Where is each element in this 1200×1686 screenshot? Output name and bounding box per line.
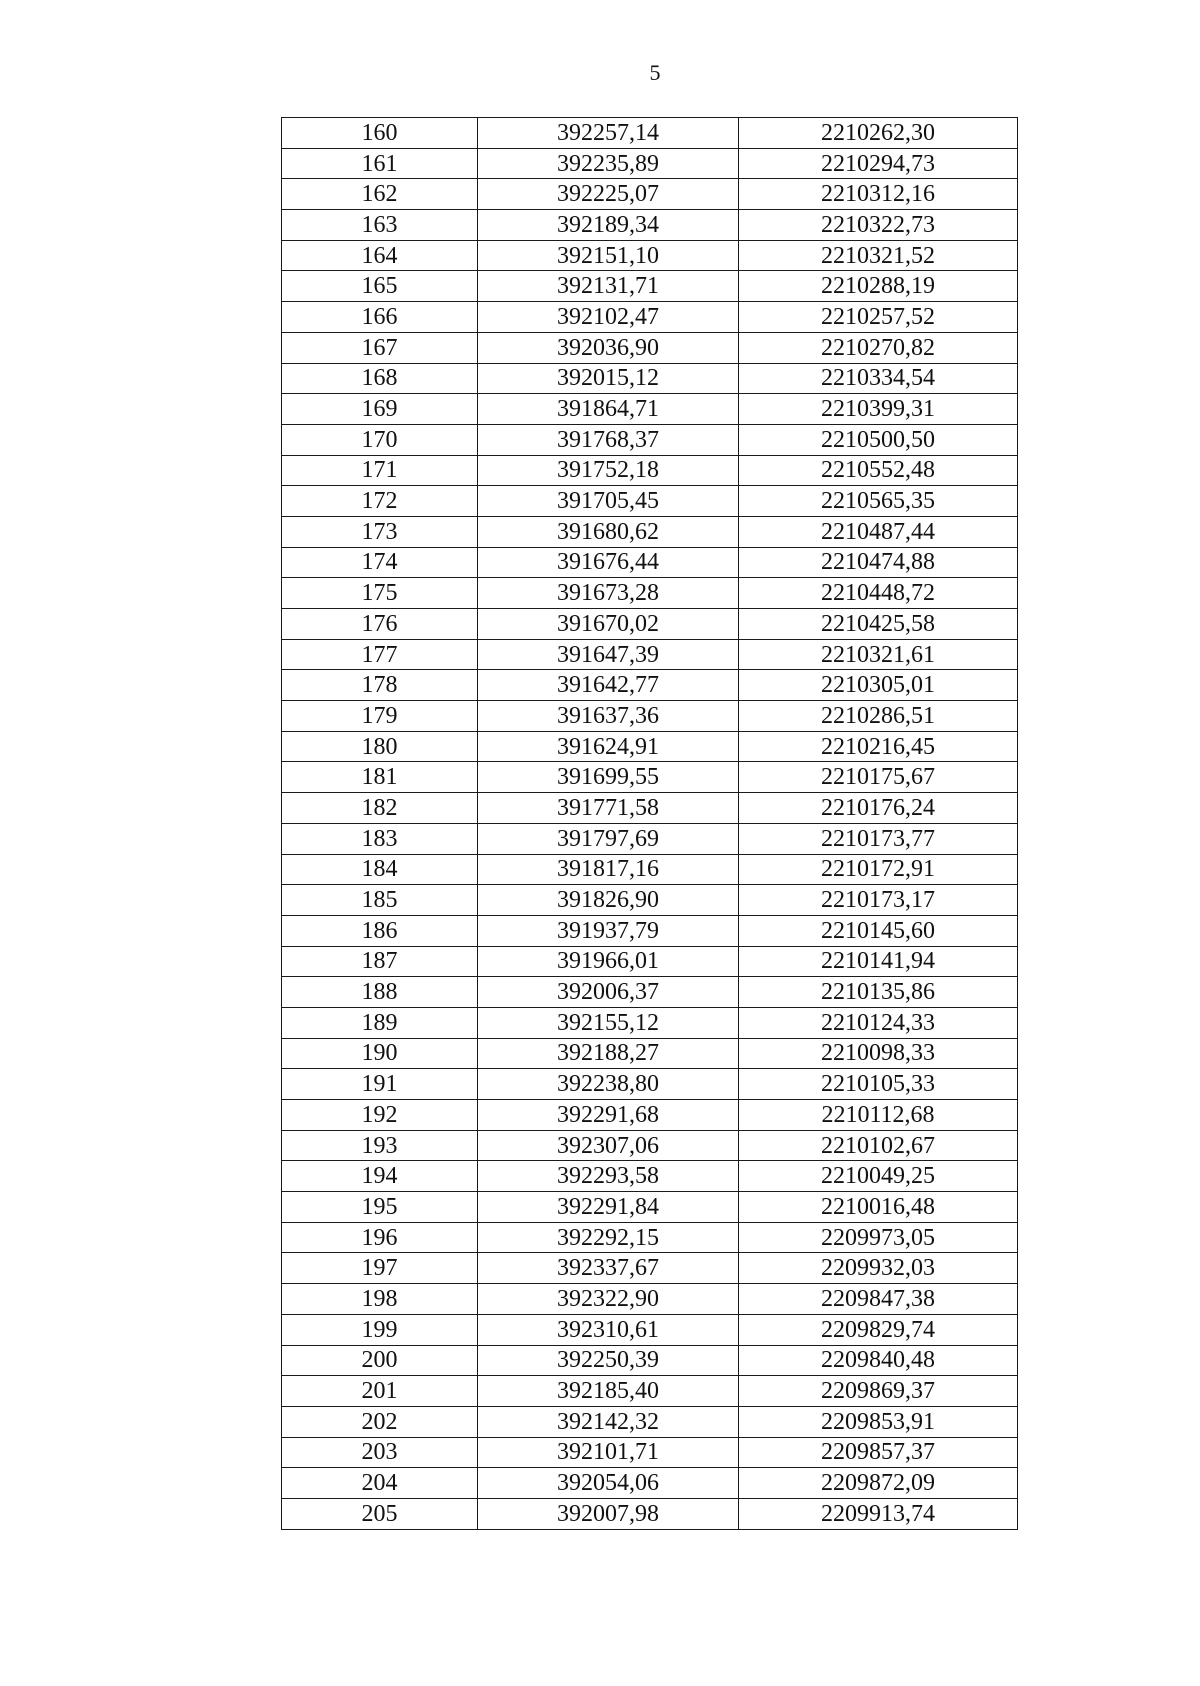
- y-coordinate-cell: 2210098,33: [739, 1038, 1018, 1069]
- point-number-cell: 197: [282, 1253, 478, 1284]
- table-row: [282, 915, 1018, 946]
- point-number-cell: 201: [282, 1376, 478, 1407]
- table-row: [282, 854, 1018, 885]
- point-number-cell: 173: [282, 516, 478, 547]
- x-coordinate-cell: 392101,71: [478, 1437, 739, 1468]
- x-coordinate-cell: 391676,44: [478, 547, 739, 578]
- x-coordinate-cell: 391670,02: [478, 609, 739, 640]
- table-row: [282, 701, 1018, 732]
- table-row: [282, 424, 1018, 455]
- point-number-cell: 161: [282, 148, 478, 179]
- point-number-cell: 202: [282, 1406, 478, 1437]
- table-row: [282, 516, 1018, 547]
- y-coordinate-cell: 2210312,16: [739, 179, 1018, 210]
- y-coordinate-cell: 2210135,86: [739, 977, 1018, 1008]
- y-coordinate-cell: 2210257,52: [739, 302, 1018, 333]
- table-row: [282, 823, 1018, 854]
- table-row: [282, 1161, 1018, 1192]
- y-coordinate-cell: 2210294,73: [739, 148, 1018, 179]
- table-row: [282, 946, 1018, 977]
- point-number-cell: 188: [282, 977, 478, 1008]
- x-coordinate-cell: 392238,80: [478, 1069, 739, 1100]
- coordinates-table-body: [282, 118, 1018, 1530]
- x-coordinate-cell: 392189,34: [478, 210, 739, 241]
- table-row: [282, 1192, 1018, 1223]
- point-number-cell: 177: [282, 639, 478, 670]
- table-row: [282, 271, 1018, 302]
- point-number-cell: 195: [282, 1192, 478, 1223]
- point-number-cell: 168: [282, 363, 478, 394]
- y-coordinate-cell: 2210334,54: [739, 363, 1018, 394]
- y-coordinate-cell: 2209857,37: [739, 1437, 1018, 1468]
- point-number-cell: 193: [282, 1130, 478, 1161]
- point-number-cell: 198: [282, 1284, 478, 1315]
- table-row: [282, 210, 1018, 241]
- point-number-cell: 194: [282, 1161, 478, 1192]
- x-coordinate-cell: 391642,77: [478, 670, 739, 701]
- y-coordinate-cell: 2209932,03: [739, 1253, 1018, 1284]
- table-row: [282, 1437, 1018, 1468]
- x-coordinate-cell: 392015,12: [478, 363, 739, 394]
- x-coordinate-cell: 392054,06: [478, 1468, 739, 1499]
- point-number-cell: 169: [282, 394, 478, 425]
- y-coordinate-cell: 2209869,37: [739, 1376, 1018, 1407]
- point-number-cell: 176: [282, 609, 478, 640]
- y-coordinate-cell: 2210105,33: [739, 1069, 1018, 1100]
- table-row: [282, 885, 1018, 916]
- point-number-cell: 180: [282, 731, 478, 762]
- point-number-cell: 183: [282, 823, 478, 854]
- table-row: [282, 1130, 1018, 1161]
- y-coordinate-cell: 2210175,67: [739, 762, 1018, 793]
- y-coordinate-cell: 2210448,72: [739, 578, 1018, 609]
- x-coordinate-cell: 391771,58: [478, 793, 739, 824]
- point-number-cell: 178: [282, 670, 478, 701]
- x-coordinate-cell: 392225,07: [478, 179, 739, 210]
- x-coordinate-cell: 391817,16: [478, 854, 739, 885]
- table-row: [282, 1038, 1018, 1069]
- table-row: [282, 1100, 1018, 1131]
- x-coordinate-cell: 392235,89: [478, 148, 739, 179]
- y-coordinate-cell: 2210102,67: [739, 1130, 1018, 1161]
- x-coordinate-cell: 392292,15: [478, 1222, 739, 1253]
- table-row: [282, 1498, 1018, 1529]
- table-row: [282, 793, 1018, 824]
- y-coordinate-cell: 2209853,91: [739, 1406, 1018, 1437]
- x-coordinate-cell: 392188,27: [478, 1038, 739, 1069]
- x-coordinate-cell: 391826,90: [478, 885, 739, 916]
- point-number-cell: 162: [282, 179, 478, 210]
- y-coordinate-cell: 2210112,68: [739, 1100, 1018, 1131]
- table-row: [282, 332, 1018, 363]
- page-number: 5: [649, 60, 661, 85]
- y-coordinate-cell: 2210552,48: [739, 455, 1018, 486]
- point-number-cell: 166: [282, 302, 478, 333]
- point-number-cell: 167: [282, 332, 478, 363]
- point-number-cell: 172: [282, 486, 478, 517]
- table-row: [282, 609, 1018, 640]
- point-number-cell: 175: [282, 578, 478, 609]
- y-coordinate-cell: 2210288,19: [739, 271, 1018, 302]
- y-coordinate-cell: 2209829,74: [739, 1314, 1018, 1345]
- point-number-cell: 182: [282, 793, 478, 824]
- y-coordinate-cell: 2209847,38: [739, 1284, 1018, 1315]
- x-coordinate-cell: 391864,71: [478, 394, 739, 425]
- x-coordinate-cell: 392322,90: [478, 1284, 739, 1315]
- point-number-cell: 203: [282, 1437, 478, 1468]
- x-coordinate-cell: 392155,12: [478, 1007, 739, 1038]
- y-coordinate-cell: 2210173,17: [739, 885, 1018, 916]
- table-row: [282, 670, 1018, 701]
- y-coordinate-cell: 2210124,33: [739, 1007, 1018, 1038]
- x-coordinate-cell: 391680,62: [478, 516, 739, 547]
- x-coordinate-cell: 392102,47: [478, 302, 739, 333]
- y-coordinate-cell: 2209840,48: [739, 1345, 1018, 1376]
- x-coordinate-cell: 391937,79: [478, 915, 739, 946]
- table-row: [282, 1314, 1018, 1345]
- table-row: [282, 455, 1018, 486]
- y-coordinate-cell: 2210322,73: [739, 210, 1018, 241]
- x-coordinate-cell: 392293,58: [478, 1161, 739, 1192]
- point-number-cell: 204: [282, 1468, 478, 1499]
- point-number-cell: 205: [282, 1498, 478, 1529]
- table-row: [282, 578, 1018, 609]
- y-coordinate-cell: 2210305,01: [739, 670, 1018, 701]
- y-coordinate-cell: 2210216,45: [739, 731, 1018, 762]
- table-row: [282, 977, 1018, 1008]
- point-number-cell: 199: [282, 1314, 478, 1345]
- x-coordinate-cell: 391797,69: [478, 823, 739, 854]
- y-coordinate-cell: 2210487,44: [739, 516, 1018, 547]
- table-row: [282, 1007, 1018, 1038]
- point-number-cell: 187: [282, 946, 478, 977]
- y-coordinate-cell: 2210321,52: [739, 240, 1018, 271]
- x-coordinate-cell: 392291,68: [478, 1100, 739, 1131]
- x-coordinate-cell: 392250,39: [478, 1345, 739, 1376]
- x-coordinate-cell: 392036,90: [478, 332, 739, 363]
- point-number-cell: 191: [282, 1069, 478, 1100]
- point-number-cell: 165: [282, 271, 478, 302]
- table-row: [282, 363, 1018, 394]
- table-row: [282, 1468, 1018, 1499]
- y-coordinate-cell: 2210145,60: [739, 915, 1018, 946]
- point-number-cell: 181: [282, 762, 478, 793]
- table-row: [282, 762, 1018, 793]
- y-coordinate-cell: 2210172,91: [739, 854, 1018, 885]
- x-coordinate-cell: 391752,18: [478, 455, 739, 486]
- x-coordinate-cell: 391647,39: [478, 639, 739, 670]
- table-row: [282, 547, 1018, 578]
- y-coordinate-cell: 2210565,35: [739, 486, 1018, 517]
- y-coordinate-cell: 2210425,58: [739, 609, 1018, 640]
- table-row: [282, 1376, 1018, 1407]
- point-number-cell: 192: [282, 1100, 478, 1131]
- x-coordinate-cell: 392185,40: [478, 1376, 739, 1407]
- x-coordinate-cell: 392291,84: [478, 1192, 739, 1223]
- y-coordinate-cell: 2210474,88: [739, 547, 1018, 578]
- point-number-cell: 163: [282, 210, 478, 241]
- y-coordinate-cell: 2209872,09: [739, 1468, 1018, 1499]
- point-number-cell: 160: [282, 118, 478, 149]
- point-number-cell: 190: [282, 1038, 478, 1069]
- x-coordinate-cell: 392337,67: [478, 1253, 739, 1284]
- y-coordinate-cell: 2210049,25: [739, 1161, 1018, 1192]
- table-row: [282, 179, 1018, 210]
- table-row: [282, 148, 1018, 179]
- table-row: [282, 1284, 1018, 1315]
- table-row: [282, 1222, 1018, 1253]
- table-row: [282, 639, 1018, 670]
- y-coordinate-cell: 2210262,30: [739, 118, 1018, 149]
- x-coordinate-cell: 392142,32: [478, 1406, 739, 1437]
- x-coordinate-cell: 392307,06: [478, 1130, 739, 1161]
- point-number-cell: 179: [282, 701, 478, 732]
- point-number-cell: 186: [282, 915, 478, 946]
- y-coordinate-cell: 2210321,61: [739, 639, 1018, 670]
- y-coordinate-cell: 2210016,48: [739, 1192, 1018, 1223]
- y-coordinate-cell: 2210173,77: [739, 823, 1018, 854]
- x-coordinate-cell: 391637,36: [478, 701, 739, 732]
- x-coordinate-cell: 391673,28: [478, 578, 739, 609]
- x-coordinate-cell: 391768,37: [478, 424, 739, 455]
- table-row: [282, 118, 1018, 149]
- y-coordinate-cell: 2210270,82: [739, 332, 1018, 363]
- point-number-cell: 196: [282, 1222, 478, 1253]
- point-number-cell: 185: [282, 885, 478, 916]
- y-coordinate-cell: 2210286,51: [739, 701, 1018, 732]
- x-coordinate-cell: 392151,10: [478, 240, 739, 271]
- x-coordinate-cell: 392310,61: [478, 1314, 739, 1345]
- y-coordinate-cell: 2209973,05: [739, 1222, 1018, 1253]
- y-coordinate-cell: 2209913,74: [739, 1498, 1018, 1529]
- point-number-cell: 174: [282, 547, 478, 578]
- point-number-cell: 171: [282, 455, 478, 486]
- table-row: [282, 486, 1018, 517]
- table-row: [282, 1253, 1018, 1284]
- x-coordinate-cell: 392131,71: [478, 271, 739, 302]
- table-row: [282, 394, 1018, 425]
- table-row: [282, 302, 1018, 333]
- x-coordinate-cell: 391705,45: [478, 486, 739, 517]
- x-coordinate-cell: 392007,98: [478, 1498, 739, 1529]
- table-row: [282, 1345, 1018, 1376]
- y-coordinate-cell: 2210399,31: [739, 394, 1018, 425]
- x-coordinate-cell: 391699,55: [478, 762, 739, 793]
- table-row: [282, 1406, 1018, 1437]
- table-row: [282, 1069, 1018, 1100]
- x-coordinate-cell: 391624,91: [478, 731, 739, 762]
- x-coordinate-cell: 392006,37: [478, 977, 739, 1008]
- y-coordinate-cell: 2210500,50: [739, 424, 1018, 455]
- point-number-cell: 170: [282, 424, 478, 455]
- x-coordinate-cell: 391966,01: [478, 946, 739, 977]
- coordinates-table: [281, 117, 1018, 1530]
- table-row: [282, 240, 1018, 271]
- table-row: [282, 731, 1018, 762]
- point-number-cell: 184: [282, 854, 478, 885]
- y-coordinate-cell: 2210141,94: [739, 946, 1018, 977]
- point-number-cell: 164: [282, 240, 478, 271]
- point-number-cell: 200: [282, 1345, 478, 1376]
- point-number-cell: 189: [282, 1007, 478, 1038]
- x-coordinate-cell: 392257,14: [478, 118, 739, 149]
- y-coordinate-cell: 2210176,24: [739, 793, 1018, 824]
